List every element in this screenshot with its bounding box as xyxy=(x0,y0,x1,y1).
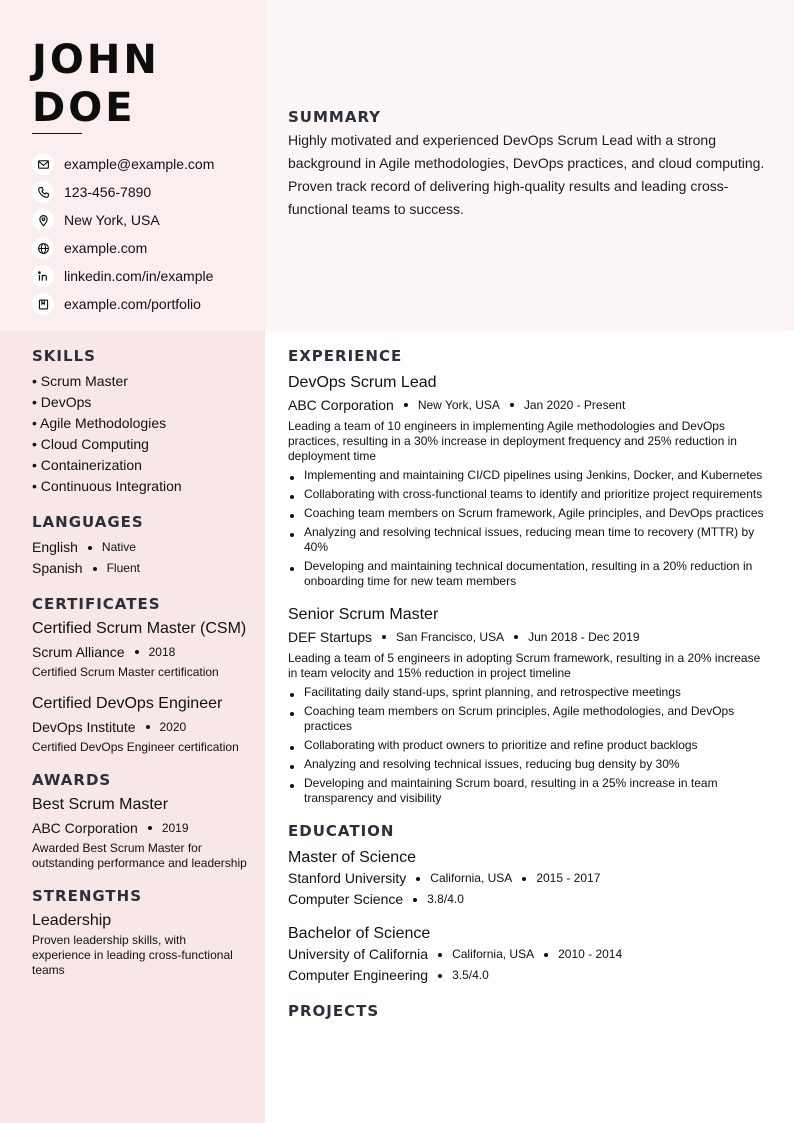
award-title: Best Scrum Master xyxy=(32,796,169,813)
job-entry xyxy=(288,373,772,589)
projects-section xyxy=(288,1002,772,1020)
job-location: New York, USA xyxy=(417,398,500,412)
strengths-section xyxy=(32,887,247,978)
contact-portfolio[interactable] xyxy=(32,290,214,318)
contact-email[interactable] xyxy=(32,150,214,178)
candidate-name xyxy=(32,36,252,132)
contact-list xyxy=(32,150,214,318)
education-school-line xyxy=(288,944,772,965)
right-column-content xyxy=(288,347,772,1036)
separator-dot xyxy=(438,953,442,957)
education-dates: 2015 - 2017 xyxy=(536,871,601,885)
education-section xyxy=(288,822,772,986)
certificate-item xyxy=(32,619,247,680)
certificate-desc: Certified DevOps Engineer certification xyxy=(32,740,239,754)
awards-section xyxy=(32,771,247,871)
separator-dot xyxy=(148,826,152,830)
name-divider xyxy=(32,133,82,134)
skills-heading: SKILLS xyxy=(32,347,96,365)
job-entry xyxy=(288,605,772,806)
certificate-year: 2020 xyxy=(159,720,187,734)
contact-email-text: example@example.com xyxy=(64,156,215,172)
certificate-desc: Certified Scrum Master certification xyxy=(32,665,219,679)
job-company: ABC Corporation xyxy=(288,397,394,413)
contact-phone-text: 123-456-7890 xyxy=(64,184,152,200)
education-school: University of California xyxy=(288,946,429,962)
contact-portfolio-text: example.com/portfolio xyxy=(64,296,201,312)
summary-section xyxy=(288,108,768,221)
certificate-item xyxy=(32,694,247,755)
certificate-title: Certified Scrum Master (CSM) xyxy=(32,620,247,637)
strength-desc: Proven leadership skills, with experience in leading cross-functional teams xyxy=(32,933,233,977)
education-school-line xyxy=(288,868,772,889)
job-bullet: Facilitating daily stand-ups, sprint planning, and retrospective meetings xyxy=(288,685,772,700)
separator-dot xyxy=(438,974,442,978)
award-meta xyxy=(32,817,247,839)
language-name: Spanish xyxy=(32,560,83,576)
job-title: Senior Scrum Master xyxy=(288,606,439,623)
location-pin-icon xyxy=(32,209,54,231)
certificate-title: Certified DevOps Engineer xyxy=(32,695,223,712)
job-dates: Jan 2020 - Present xyxy=(523,398,626,412)
separator-dot xyxy=(146,725,150,729)
experience-section xyxy=(288,347,772,806)
award-item xyxy=(32,795,247,871)
certificates-heading: CERTIFICATES xyxy=(32,595,161,613)
separator-dot xyxy=(514,635,518,639)
education-field-line xyxy=(288,965,772,986)
award-issuer: ABC Corporation xyxy=(32,820,138,836)
language-item xyxy=(32,537,247,558)
education-heading: EDUCATION xyxy=(288,822,395,840)
strength-title: Leadership xyxy=(32,912,112,929)
job-bullet: Implementing and maintaining CI/CD pipelines using Jenkins, Docker, and Kubernetes xyxy=(288,468,772,483)
contact-location-text: New York, USA xyxy=(64,212,160,228)
name-last: DOE xyxy=(32,85,136,131)
job-bullet: Collaborating with cross-functional teams to identify and prioritize project requirements xyxy=(288,487,772,502)
contact-website[interactable] xyxy=(32,234,214,262)
separator-dot xyxy=(404,403,408,407)
job-desc: Leading a team of 10 engineers in implementing Agile methodologies and DevOps practices, resulting in a 30% increase in deployment frequency and 25% reduction in deployment time xyxy=(288,419,737,463)
separator-dot xyxy=(544,953,548,957)
skill-item: • Scrum Master xyxy=(32,373,128,389)
education-degree: Bachelor of Science xyxy=(288,925,431,942)
education-entry xyxy=(288,848,772,910)
education-entry xyxy=(288,924,772,986)
certificate-issuer: Scrum Alliance xyxy=(32,644,125,660)
globe-icon xyxy=(32,237,54,259)
education-location: California, USA xyxy=(452,947,535,961)
language-level: Fluent xyxy=(106,561,140,575)
job-meta xyxy=(288,393,772,417)
award-desc: Awarded Best Scrum Master for outstanding performance and leadership xyxy=(32,841,247,870)
linkedin-icon xyxy=(32,265,54,287)
awards-heading: AWARDS xyxy=(32,771,112,789)
job-title: DevOps Scrum Lead xyxy=(288,374,437,391)
education-location: California, USA xyxy=(430,871,513,885)
certificates-section xyxy=(32,595,247,755)
education-gpa: 3.5/4.0 xyxy=(452,968,489,982)
contact-website-text: example.com xyxy=(64,240,148,256)
separator-dot xyxy=(88,546,92,550)
skill-item: • DevOps xyxy=(32,394,92,410)
contact-location xyxy=(32,206,214,234)
contact-phone[interactable] xyxy=(32,178,214,206)
languages-heading: LANGUAGES xyxy=(32,513,144,531)
job-bullet: Developing and maintaining technical documentation, resulting in a 20% reduction in onboarding time for new team members xyxy=(288,559,772,589)
job-bullet: Analyzing and resolving technical issues, reducing mean time to recovery (MTTR) by 40% xyxy=(288,525,772,555)
language-level: Native xyxy=(101,540,136,554)
strengths-heading: STRENGTHS xyxy=(32,887,143,905)
skill-item: • Agile Methodologies xyxy=(32,415,167,431)
education-gpa: 3.8/4.0 xyxy=(427,892,464,906)
job-dates: Jun 2018 - Dec 2019 xyxy=(528,630,640,644)
award-year: 2019 xyxy=(161,821,189,835)
job-bullet: Coaching team members on Scrum framework, Agile principles, and DevOps practices xyxy=(288,506,772,521)
projects-heading: PROJECTS xyxy=(288,1002,380,1020)
skill-item: • Continuous Integration xyxy=(32,478,182,494)
job-bullet: Developing and maintaining Scrum board, resulting in a 25% increase in team transparency and visibility xyxy=(288,776,772,806)
job-location: San Francisco, USA xyxy=(396,630,505,644)
certificate-year: 2018 xyxy=(148,645,176,659)
skill-item: • Containerization xyxy=(32,457,142,473)
summary-text: Highly motivated and experienced DevOps Scrum Lead with a strong background in Agile methodologies, DevOps practices, and cloud computing. Proven track record of delivering high-quality results and leading cross-functional teams to success. xyxy=(288,132,765,217)
job-meta xyxy=(288,625,772,649)
experience-heading: EXPERIENCE xyxy=(288,347,403,365)
left-column-content xyxy=(32,347,247,994)
education-degree: Master of Science xyxy=(288,849,417,866)
certificate-meta xyxy=(32,641,247,663)
separator-dot xyxy=(135,650,139,654)
education-field-line xyxy=(288,889,772,910)
phone-icon xyxy=(32,181,54,203)
job-bullet: Analyzing and resolving technical issues, reducing bug density by 30% xyxy=(288,757,772,772)
job-bullet: Collaborating with product owners to prioritize and refine product backlogs xyxy=(288,738,772,753)
summary-heading: SUMMARY xyxy=(288,108,382,126)
mail-icon xyxy=(32,153,54,175)
education-dates: 2010 - 2014 xyxy=(558,947,623,961)
separator-dot xyxy=(510,403,514,407)
education-field: Computer Science xyxy=(288,891,404,907)
education-school: Stanford University xyxy=(288,870,407,886)
skill-item: • Cloud Computing xyxy=(32,436,149,452)
languages-section xyxy=(32,513,247,579)
bookmark-icon xyxy=(32,293,54,315)
separator-dot xyxy=(413,898,417,902)
job-desc: Leading a team of 5 engineers in adopting Scrum framework, resulting in a 20% increase in team velocity and 15% reduction in project timeline xyxy=(288,651,761,680)
language-item xyxy=(32,558,247,579)
separator-dot xyxy=(522,877,526,881)
education-field: Computer Engineering xyxy=(288,967,429,983)
separator-dot xyxy=(93,567,97,571)
language-name: English xyxy=(32,539,78,555)
job-bullet: Coaching team members on Scrum principles, Agile methodologies, and DevOps practices xyxy=(288,704,772,734)
job-bullets xyxy=(288,468,772,589)
certificate-issuer: DevOps Institute xyxy=(32,719,136,735)
contact-linkedin[interactable] xyxy=(32,262,214,290)
skills-section xyxy=(32,347,247,497)
contact-linkedin-text: linkedin.com/in/example xyxy=(64,268,214,284)
strength-item xyxy=(32,911,247,978)
name-first: JOHN xyxy=(32,37,160,83)
separator-dot xyxy=(382,635,386,639)
separator-dot xyxy=(416,877,420,881)
job-bullets xyxy=(288,685,772,806)
certificate-meta xyxy=(32,716,247,738)
job-company: DEF Startups xyxy=(288,629,373,645)
